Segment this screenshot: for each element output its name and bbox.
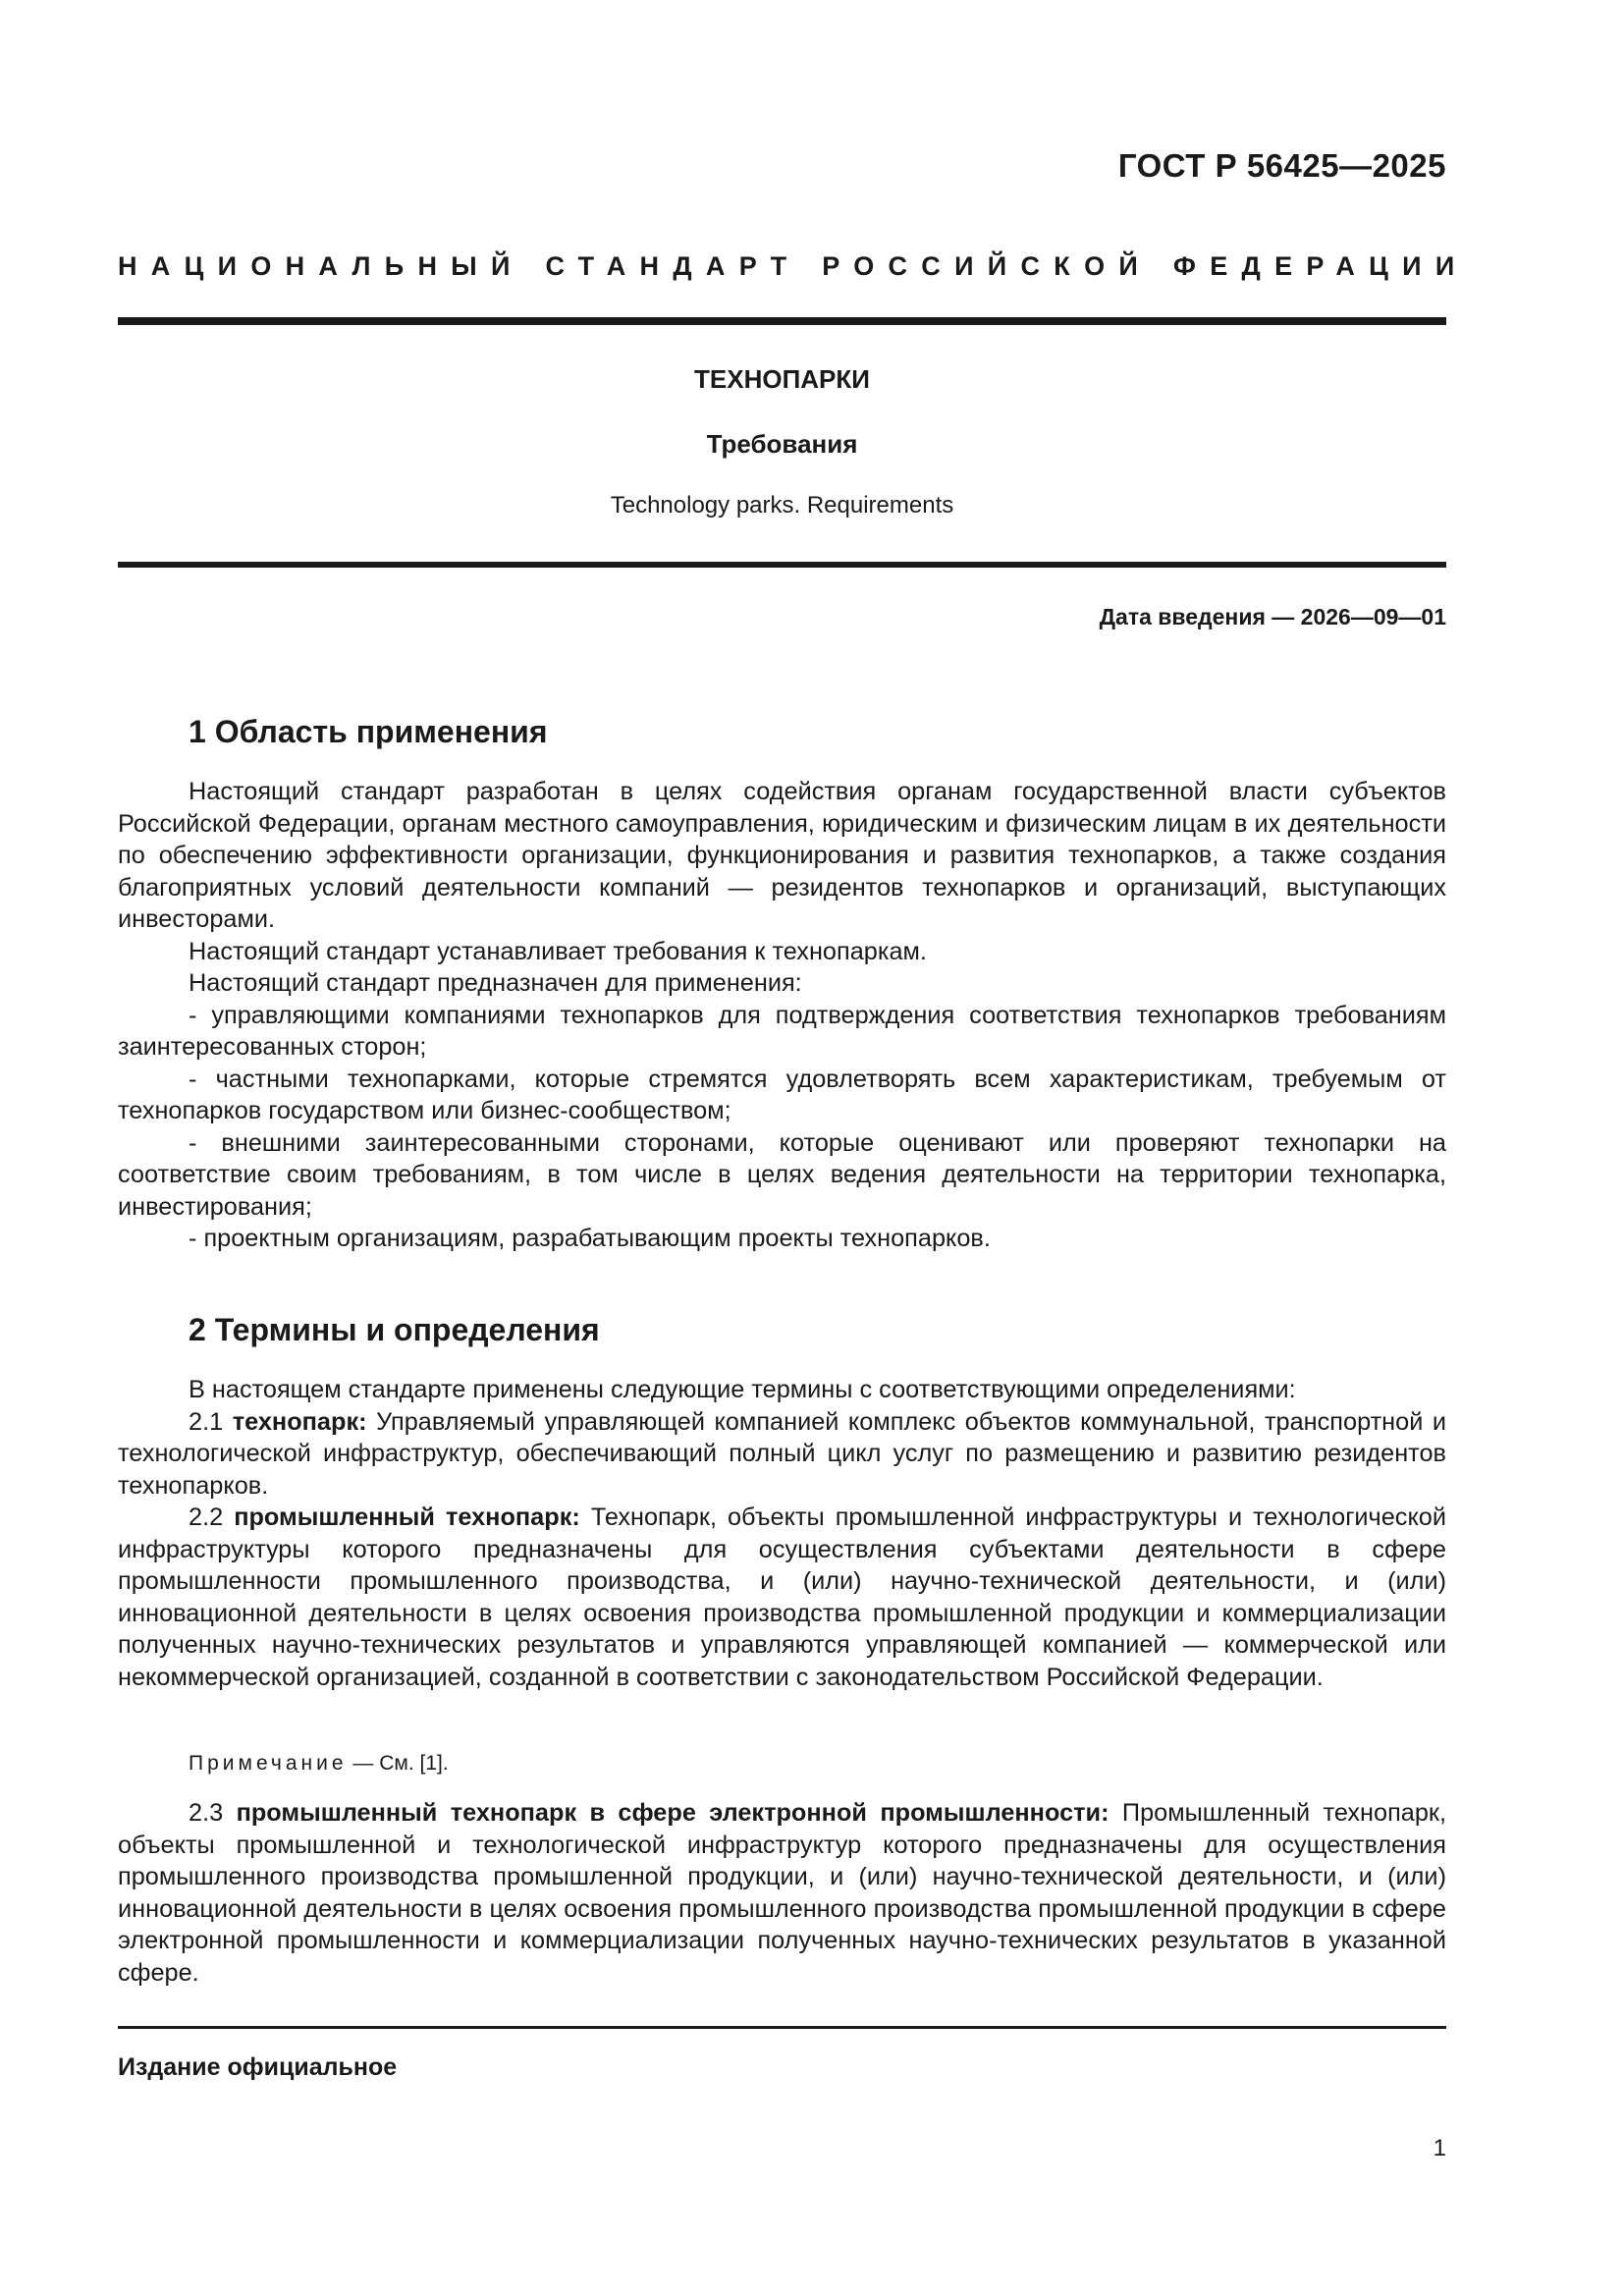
term-name: промышленный технопарк: [234,1503,580,1531]
list-item: - внешними заинтересованными сторонами, которые оценивают или проверяют технопарки на соответствие своим требованиям, в том числе в целях ведения деятельности на территории технопарка, инвестирования; [118,1128,1446,1221]
term-name: технопарк: [232,1407,367,1436]
paragraph: В настоящем стандарте применены следующие термины с соответствующими определениями: [189,1376,1296,1403]
section-2-heading: 2 Термины и определения [189,1312,600,1347]
paragraph: Настоящий стандарт разработан в целях содействия органам государственной власти субъектов Российской Федерации, органам местного самоуправления, юридическим и физическим лицам в их деятельности по обеспечению эффективности организации, функционирования и развития технопарков, а также создания благоприятных условий деятельности компаний — резидентов технопарков и организаций, выступающих инвесторами. [118,778,1446,933]
header-rule [118,317,1446,325]
section-2-body [118,1374,1446,1693]
term-number: 2.1 [189,1407,224,1436]
paragraph: Настоящий стандарт предназначен для применения: [189,969,802,997]
section-1-heading: 1 Область применения [189,714,548,749]
national-standard-banner: НАЦИОНАЛЬНЫЙ СТАНДАРТ РОССИЙСКОЙ ФЕДЕРАЦИИ [118,251,1469,281]
document-title: ТЕХНОПАРКИ [694,364,870,394]
section-1-body [118,776,1446,1255]
paragraph: Настоящий стандарт устанавливает требования к технопаркам. [189,937,927,965]
document-page [118,0,1469,2296]
introduction-date: Дата введения — 2026—09—01 [1099,604,1446,629]
note [189,1752,449,1776]
list-item: - проектным организациям, разрабатывающим проекты технопарков. [189,1225,991,1252]
section-2-body-continued [118,1797,1446,1989]
english-title: Technology parks. Requirements [610,492,954,519]
title-rule [118,562,1446,568]
list-item: - управляющими компаниями технопарков для подтверждения соответствия технопарков требованиям заинтересованных сторон; [118,1001,1446,1061]
page-number: 1 [1433,2135,1446,2161]
list-item: - частными технопарками, которые стремятся удовлетворять всем характеристикам, требуемым от технопарков государством или бизнес-сообществом; [118,1065,1446,1124]
term-definition: Управляемый управляющей компанией комплекс объектов коммунальной, транспортной и технологической инфраструктур, обеспечивающий полный цикл услуг по размещению и развитию резидентов технопарков. [118,1407,1447,1500]
term-entry [118,1406,1446,1503]
term-definition: Технопарк, объекты промышленной инфраструктуры и технологической инфраструктуры которого предназначены для осуществления субъектами деятельности в сфере промышленности промышленного производства, и (или) научно-технической деятельности, и (или) инновационной деятельности в целях освоения производства промышленной продукции и коммерциализации полученных научно-технических результатов и управляются управляющей компанией — коммерческой или некоммерческой организацией, созданной в соответствии с законодательством Российской Федерации. [118,1503,1446,1691]
term-definition: Промышленный технопарк, объекты промышленной и технологической инфраструктур которого предназначены для осуществления промышленного производства промышленной продукции, и (или) научно-технической деятельности, и (или) инновационной деятельности в целях освоения промышленного производства промышленной продукции в сфере электронной промышленности и коммерциализации полученных научно-технических результатов в указанной сфере. [118,1799,1446,1987]
note-label: Примечание [189,1752,348,1775]
term-entry [118,1502,1446,1693]
footer-rule [118,2026,1446,2029]
document-code: ГОСТ Р 56425—2025 [1117,147,1446,184]
term-number: 2.3 [189,1799,224,1827]
term-entry [118,1797,1446,1989]
term-number: 2.2 [189,1503,224,1531]
note-text: — См. [1]. [352,1752,449,1775]
official-edition-label: Издание официальное [118,2053,398,2081]
term-name: промышленный технопарк в сфере электронной промышленности: [236,1799,1109,1827]
document-subtitle: Требования [706,429,858,459]
